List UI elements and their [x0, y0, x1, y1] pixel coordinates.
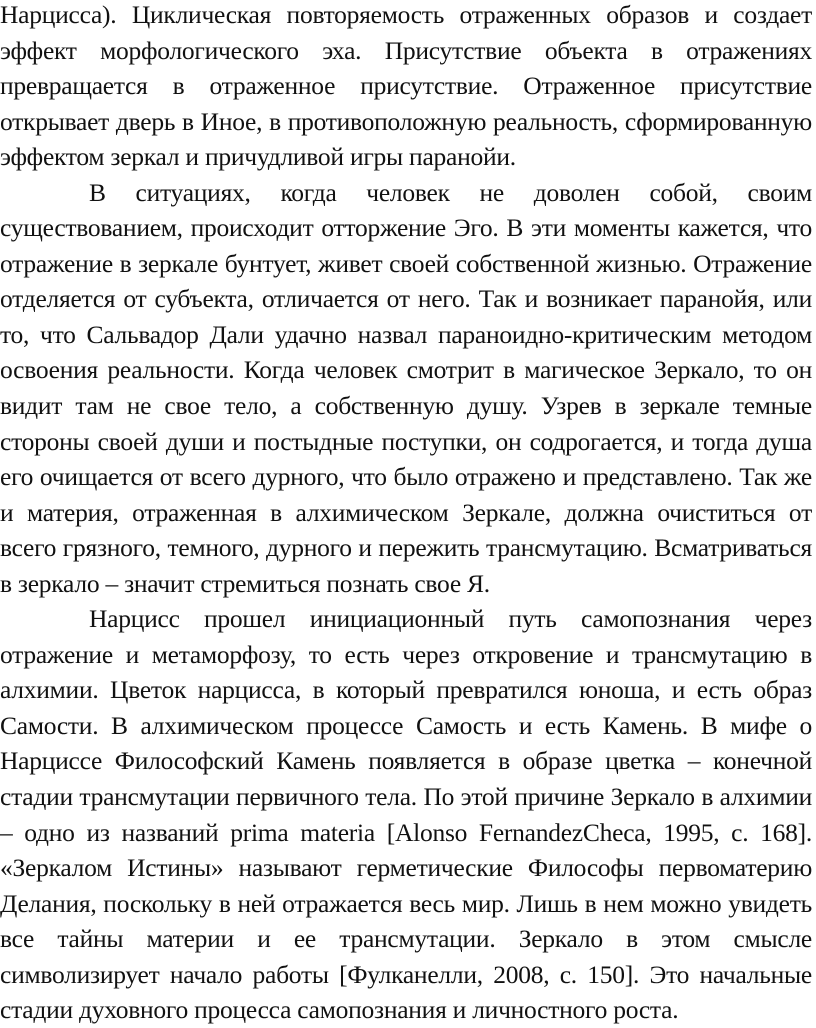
paragraph-narcissus-initiation: Нарцисс прошел инициационный путь самопознания через отражение и метаморфозу, то есть через откровение и трансмутацию в алхимии. Цветок нарцисса, в который превратился юноша, и есть образ Самости. В алхимическом процессе Самость и есть Камень. В мифе о Нарциссе Философский Камень появляется в образе цветка – конечной стадии трансмутации первичного тела. По этой причине Зеркало в алхимии – одно из названий prima materia [Alonso FernandezCheca, 1995, с. 168]. «Зеркалом Истины» называют герметические Философы первоматерию Делания, поскольку в ней отражается весь мир. Лишь в нем можно увидеть все тайны материи и ее трансмутации. Зеркало в этом смысле символизирует начало работы [Фулканелли, 2008, с. 150]. Это начальные стадии духовного процесса самопознания и личностного роста. — [0, 604, 812, 1025]
paragraph-ego-rejection: В ситуациях, когда человек не доволен собой, своим существованием, происходит отторжение Эго. В эти моменты кажется, что отражение в зеркале бунтует, живет своей собственной жизнью. Отражение отделяется от субъекта, отличается от него. Так и возникает паранойя, или то, что Сальвадор Дали удачно назвал параноидно-критическим методом освоения реальности. Когда человек смотрит в магическое Зеркало, то он видит там не свое тело, а собственную душу. Узрев в зеркале темные стороны своей души и постыдные поступки, он содрогается, и тогда душа его очищается от всего дурного, что было отражено и представлено. Так же и материя, отраженная в алхимическом Зеркале, должна очиститься от всего грязного, темного, дурного и пережить трансмутацию. Всматриваться в зеркало – значит стремиться познать свое Я. — [0, 177, 812, 598]
paragraph-continuation: Нарцисса). Циклическая повторяемость отраженных образов и создает эффект морфологического эха. Присутствие объекта в отражениях превращается в отраженное присутствие. Отраженное присутствие открывает дверь в Иное, в противоположную реальность, сформированную эффектом зеркал и причудливой игры паранойи. — [0, 0, 812, 172]
